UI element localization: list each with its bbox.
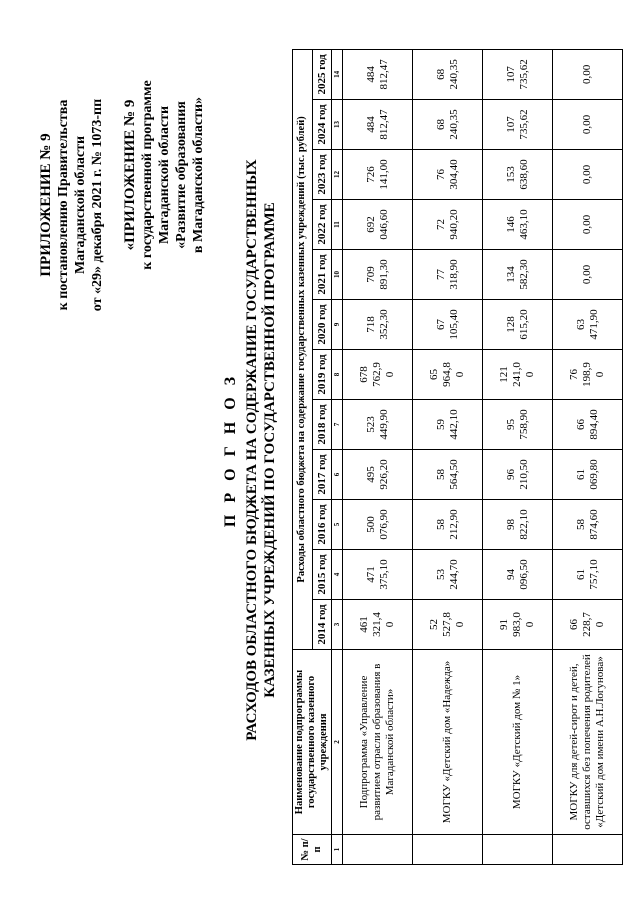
value-cell: 500 076,90	[343, 500, 413, 550]
value-cell: 68 240,35	[413, 49, 483, 99]
value-cell: 58 874,60	[553, 500, 623, 550]
value-cell: 461 321,4 0	[343, 600, 413, 650]
value-cell: 96 210,50	[483, 450, 553, 500]
value-cell: 98 822,10	[483, 500, 553, 550]
value-cell: 72 940,20	[413, 200, 483, 250]
year-header: 2020 год	[312, 300, 332, 350]
value-cell: 63 471,90	[553, 300, 623, 350]
appendix-title: ПРИЛОЖЕНИЕ № 9	[38, 133, 54, 277]
column-number: 3	[332, 600, 343, 650]
table-row	[483, 49, 553, 864]
value-cell: 471 375,10	[343, 550, 413, 600]
value-cell: 61 069,80	[553, 450, 623, 500]
value-cell: 523 449,90	[343, 400, 413, 450]
value-cell: 0,00	[553, 49, 623, 99]
program-ref-line-1: к государственной программе	[140, 80, 155, 270]
year-header: 2019 год	[312, 350, 332, 400]
value-cell: 484 812,47	[343, 100, 413, 150]
header-num: № п/п	[293, 835, 332, 865]
value-cell: 134 582,30	[483, 250, 553, 300]
column-number: 13	[332, 100, 343, 150]
table-row	[413, 49, 483, 864]
value-cell: 53 244,70	[413, 550, 483, 600]
column-number: 5	[332, 500, 343, 550]
value-cell: 484 812,47	[343, 49, 413, 99]
value-cell: 58 564,50	[413, 450, 483, 500]
value-cell: 68 240,35	[413, 100, 483, 150]
document-title-line-2: КАЗЕННЫХ УЧРЕЖДЕНИЙ ПО ГОСУДАРСТВЕННОЙ ПРОГРАММЕ	[262, 202, 278, 698]
value-cell: 52 527,8 0	[413, 600, 483, 650]
year-header: 2015 год	[312, 550, 332, 600]
year-header: 2022 год	[312, 200, 332, 250]
value-cell: 153 638,60	[483, 150, 553, 200]
column-number: 11	[332, 200, 343, 250]
value-cell: 67 105,40	[413, 300, 483, 350]
value-cell: 66 228,7 0	[553, 600, 623, 650]
year-header: 2023 год	[312, 150, 332, 200]
column-number: 8	[332, 350, 343, 400]
table-row	[553, 49, 623, 864]
program-ref-line-2: Магаданской области	[157, 105, 172, 245]
value-cell: 65 964,8 0	[413, 350, 483, 400]
value-cell: 121 241,0 0	[483, 350, 553, 400]
value-cell: 107 735,62	[483, 100, 553, 150]
row-name-cell: Подпрограмма «Управление развитием отрасли образования в Магаданской области»	[343, 650, 413, 835]
document-title-block	[222, 25, 279, 875]
value-cell: 91 983,0 0	[483, 600, 553, 650]
row-name-cell: МОГКУ «Детский дом № 1»	[483, 650, 553, 835]
year-header: 2014 год	[312, 600, 332, 650]
value-cell: 59 442,10	[413, 400, 483, 450]
value-cell: 128 615,20	[483, 300, 553, 350]
row-number-cell	[483, 835, 553, 865]
year-header: 2018 год	[312, 400, 332, 450]
column-number: 1	[332, 835, 343, 865]
column-number-row	[332, 49, 343, 864]
value-cell: 76 198,9 0	[553, 350, 623, 400]
column-number: 2	[332, 650, 343, 835]
value-cell: 0,00	[553, 200, 623, 250]
value-cell: 66 894,40	[553, 400, 623, 450]
year-header: 2021 год	[312, 250, 332, 300]
year-header: 2017 год	[312, 450, 332, 500]
column-number: 10	[332, 250, 343, 300]
column-number: 9	[332, 300, 343, 350]
program-ref-line-4: в Магаданской области»	[191, 96, 206, 254]
header-expenses-group: Расходы областного бюджета на содержание государственных казенных учреждений (тыс. рублей)	[293, 49, 313, 649]
value-cell: 0,00	[553, 250, 623, 300]
year-header: 2025 год	[312, 49, 332, 99]
forecast-table	[292, 49, 623, 865]
row-name-cell: МОГКУ «Детский дом «Надежда»	[413, 650, 483, 835]
appendix-line-1: к постановлению Правительства	[56, 99, 71, 311]
column-number: 12	[332, 150, 343, 200]
value-cell: 61 757,10	[553, 550, 623, 600]
program-ref-line-3: «Развитие образования	[174, 101, 189, 249]
year-header: 2024 год	[312, 100, 332, 150]
program-ref-block	[122, 35, 207, 315]
document-title-line-1: РАСХОДОВ ОБЛАСТНОГО БЮДЖЕТА НА СОДЕРЖАНИЕ ГОСУДАРСТВЕННЫХ	[244, 159, 260, 741]
document-heading: П Р О Г Н О З	[222, 372, 239, 528]
value-cell: 718 352,30	[343, 300, 413, 350]
column-number: 4	[332, 550, 343, 600]
column-number: 6	[332, 450, 343, 500]
value-cell: 146 463,10	[483, 200, 553, 250]
value-cell: 107 735,62	[483, 49, 553, 99]
value-cell: 95 758,90	[483, 400, 553, 450]
value-cell: 726 141,00	[343, 150, 413, 200]
column-number: 7	[332, 400, 343, 450]
row-number-cell	[553, 835, 623, 865]
appendix-line-3: от «29» декабря 2021 г. № 1073-пп	[90, 98, 105, 312]
appendix-line-2: Магаданской области	[73, 135, 88, 275]
value-cell: 692 046,60	[343, 200, 413, 250]
program-ref-title: «ПРИЛОЖЕНИЕ № 9	[122, 99, 138, 251]
value-cell: 76 304,40	[413, 150, 483, 200]
value-cell: 678 762,9 0	[343, 350, 413, 400]
row-number-cell	[413, 835, 483, 865]
table-row	[343, 49, 413, 864]
value-cell: 709 891,30	[343, 250, 413, 300]
year-header: 2016 год	[312, 500, 332, 550]
row-number-cell	[343, 835, 413, 865]
column-number: 14	[332, 49, 343, 99]
value-cell: 495 926,20	[343, 450, 413, 500]
value-cell: 0,00	[553, 100, 623, 150]
appendix-block	[38, 35, 106, 375]
value-cell: 58 212,90	[413, 500, 483, 550]
rotated-content	[30, 25, 610, 875]
header-name: Наименование подпрограммы государственного казенного учреждения	[293, 650, 332, 835]
value-cell: 0,00	[553, 150, 623, 200]
value-cell: 77 318,90	[413, 250, 483, 300]
row-name-cell: МОГКУ для детей-сирот и детей, оставшихся без попечения родителей «Детский дом имени А.Н.Логунова»	[553, 650, 623, 835]
value-cell: 94 096,50	[483, 550, 553, 600]
